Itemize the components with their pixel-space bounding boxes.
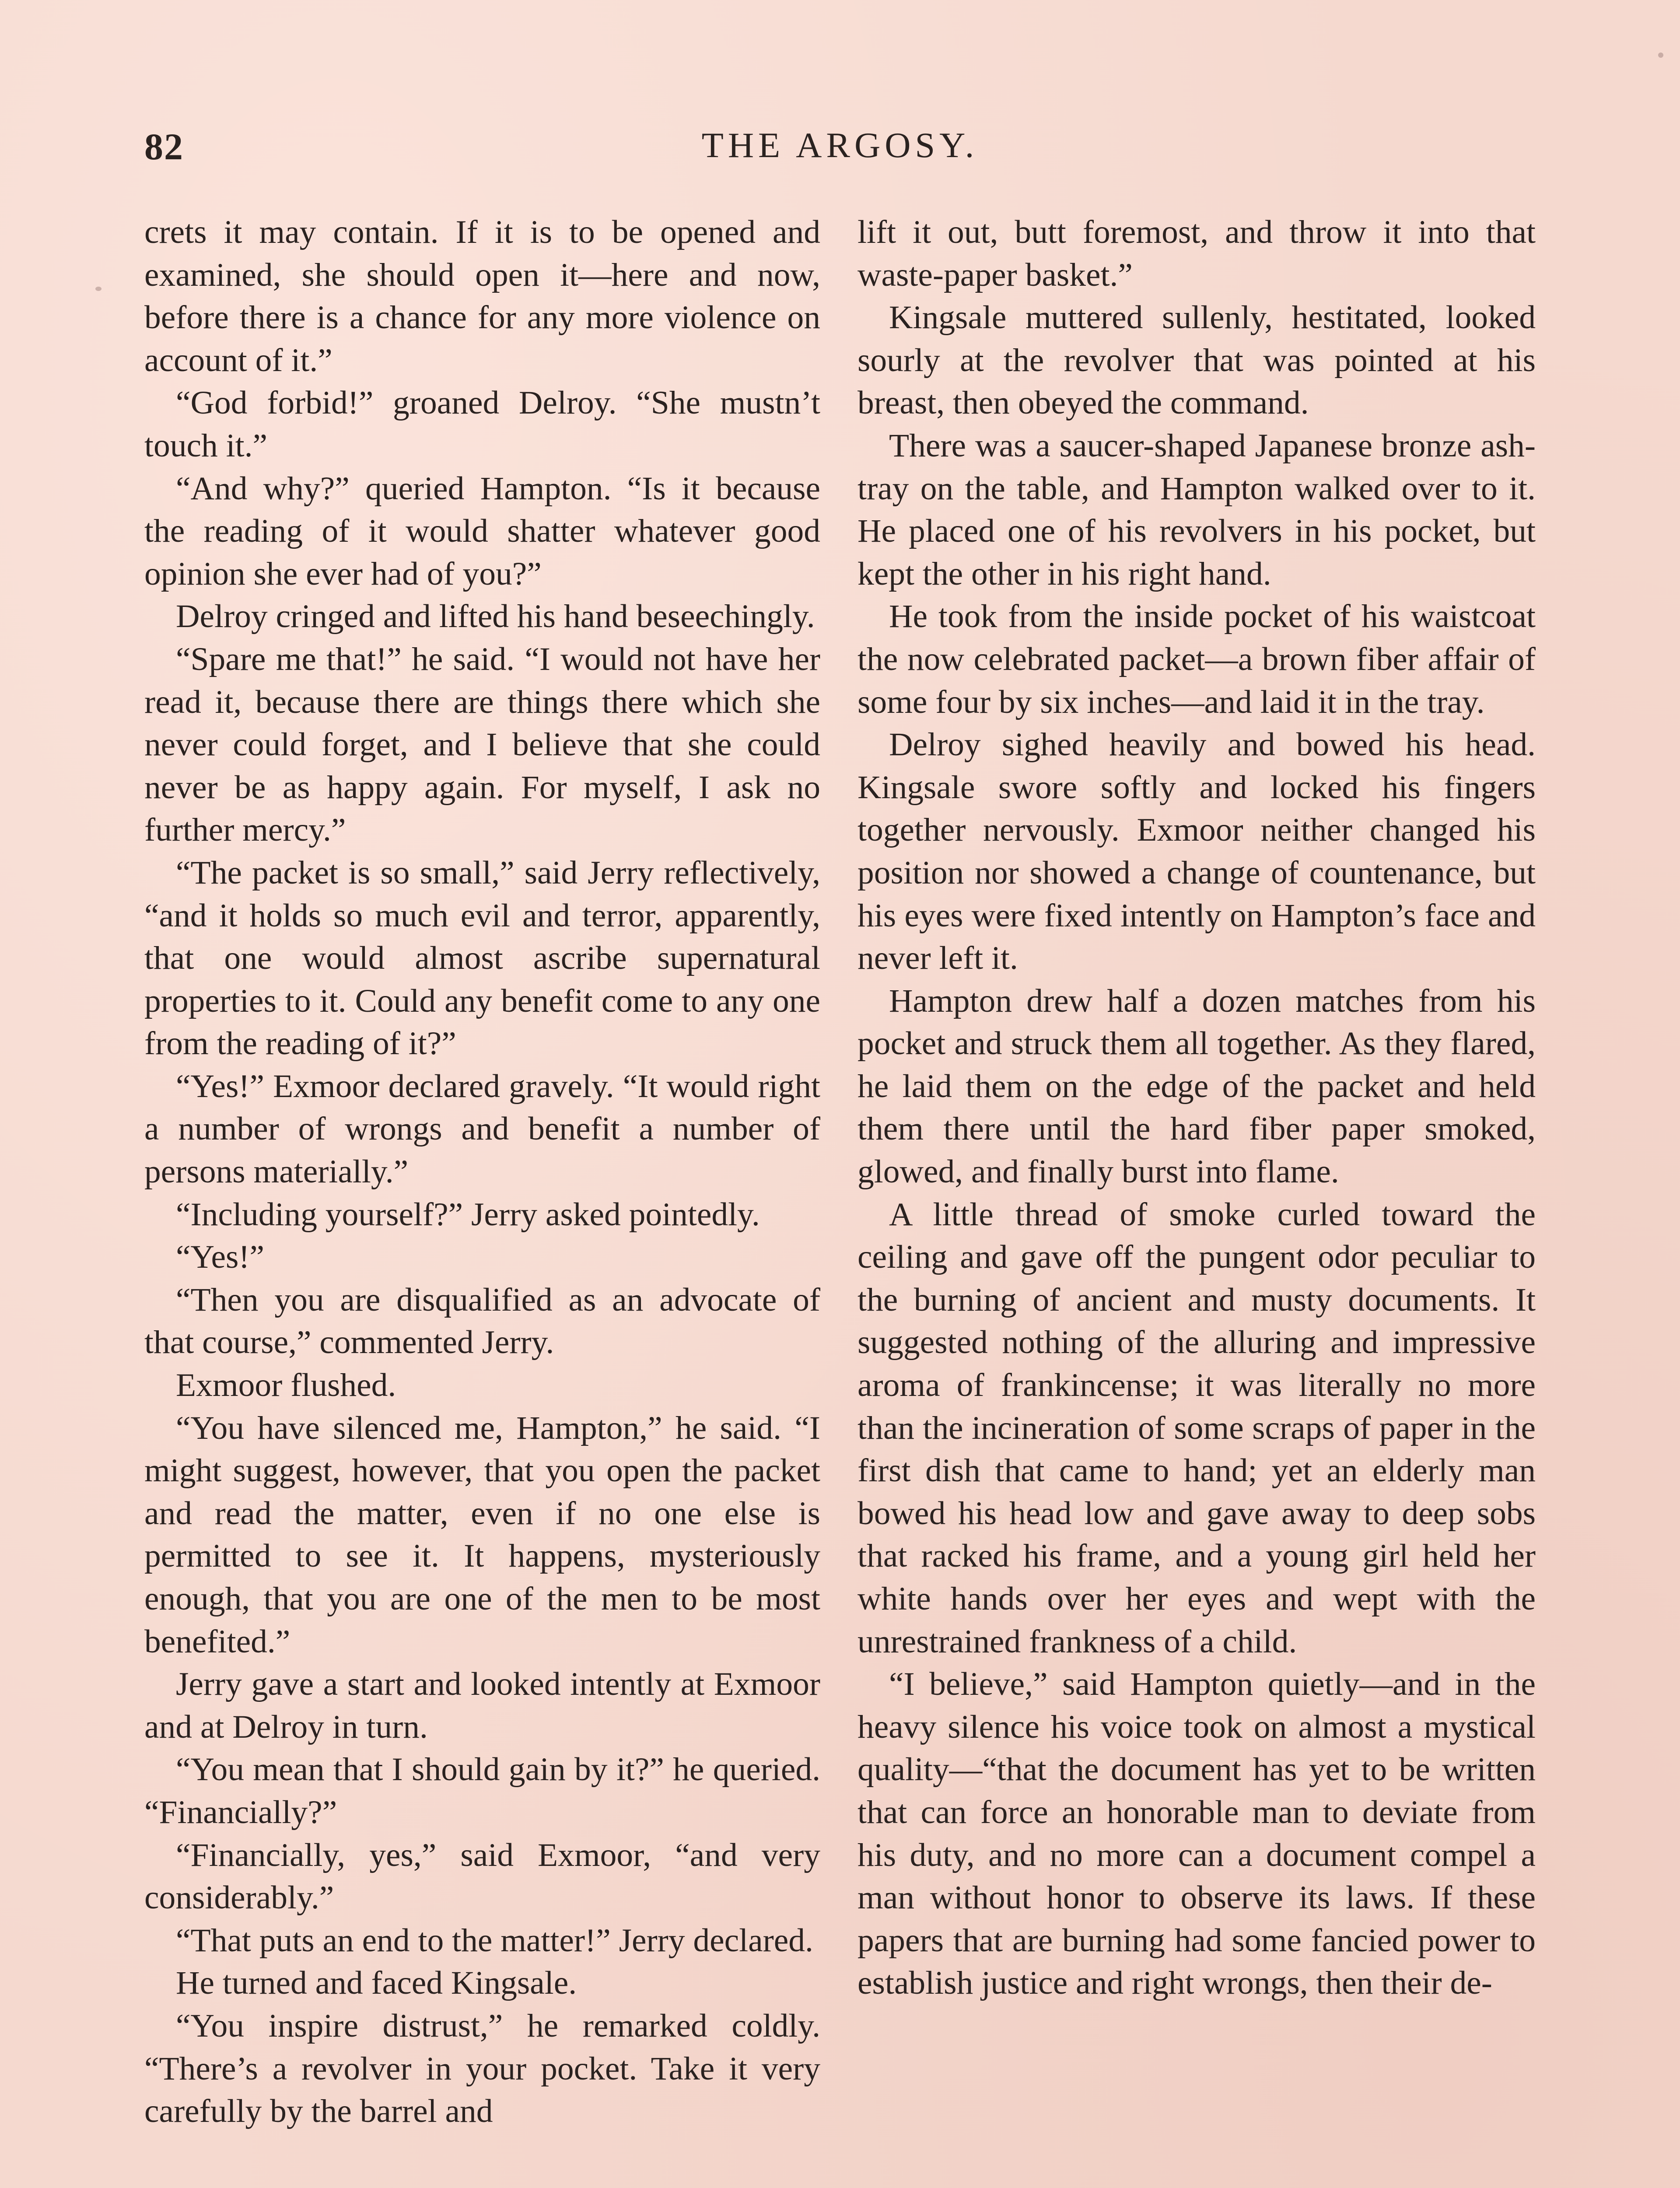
paragraph: “You inspire distrust,” he remarked coldly. “There’s a revolver in your pocket. Take it very carefully by the barrel and	[144, 2007, 820, 2130]
paragraph: “Yes!” Exmoor declared gravely. “It would right a number of wrongs and benefit a number of persons materially.”	[144, 1068, 820, 1190]
paragraph: “God forbid!” groaned Delroy. “She mustn’t touch it.”	[144, 385, 820, 464]
paragraph: He turned and faced Kingsale.	[176, 1965, 577, 2002]
journal-title: THE ARGOSY.	[701, 125, 979, 165]
paragraph: “Spare me that!” he said. “I would not have her read it, because there are things there which she never could forget, and I believe that she could never be as happy again. For myself, I ask no further mercy.”	[144, 641, 820, 849]
paragraph: Hampton drew half a dozen matches from his pocket and struck them all together. As they flared, he laid them on the edge of the packet and held them there until the hard fiber paper smoked, glowed, and finally burst into flame.	[858, 982, 1536, 1190]
paragraph: Exmoor flushed.	[176, 1367, 396, 1404]
paragraph: “Including yourself?” Jerry asked pointedly.	[176, 1196, 760, 1233]
paragraph: “Yes!”	[176, 1239, 265, 1276]
paragraph: “The packet is so small,” said Jerry reflectively, “and it holds so much evil and terror, apparently, that one would almost ascribe supernatural properties to it. Could any benefit come to any one from the reading of it?”	[144, 854, 820, 1062]
paragraph: lift it out, butt foremost, and throw it into that waste-paper basket.”	[858, 214, 1536, 293]
paragraph: “You mean that I should gain by it?” he queried. “Financially?”	[144, 1751, 820, 1830]
paragraph: Jerry gave a start and looked intently at Exmoor and at Delroy in turn.	[144, 1666, 820, 1745]
paragraph: Delroy sighed heavily and bowed his head. Kingsale swore softly and locked his fingers together nervously. Exmoor neither changed his position nor showed a change of countenance, but his eyes were fixed intently on Hampton’s face and never left it.	[858, 726, 1536, 977]
paragraph: “You have silenced me, Hampton,” he said. “I might suggest, however, that you open the packet and read the matter, even if no one else is permitted to see it. It happens, mysteriously enough, that you are one of the men to be most benefited.”	[144, 1410, 820, 1660]
paragraph: Kingsale muttered sullenly, hestitated, looked sourly at the revolver that was pointed at his breast, then obeyed the command.	[858, 299, 1536, 421]
paragraph: A little thread of smoke curled toward the ceiling and gave off the pungent odor peculiar to the burning of ancient and musty documents. It suggested nothing of the alluring and impressive aroma of frankincense; it was literally no more than the incineration of some scraps of paper in the first dish that came to hand; yet an elderly man bowed his head low and gave away to deep sobs that racked his frame, and a young girl held her white hands over her eyes and wept with the unrestrained frankness of a child.	[858, 1196, 1536, 1660]
paragraph: “Financially, yes,” said Exmoor, “and very considerably.”	[144, 1837, 820, 1916]
paragraph: Delroy cringed and lifted his hand beseechingly.	[176, 598, 815, 635]
paragraph: “And why?” queried Hampton. “Is it because the reading of it would shatter whatever good opinion she ever had of you?”	[144, 470, 820, 592]
paragraph: “Then you are disqualified as an advocate of that course,” commented Jerry.	[144, 1281, 820, 1361]
paragraph: “That puts an end to the matter!” Jerry declared.	[176, 1922, 813, 1959]
paragraph: crets it may contain. If it is to be opened and examined, she should open it—here and now, before there is a chance for any more violence on account of it.”	[144, 214, 820, 379]
paragraph: There was a saucer-shaped Japanese bronze ash-tray on the table, and Hampton walked over to it. He placed one of his revolvers in his pocket, but kept the other in his right hand.	[858, 427, 1536, 592]
left-column	[144, 211, 820, 2133]
paragraph: “I believe,” said Hampton quietly—and in the heavy silence his voice took on almost a mystical quality—“that the document has yet to be written that can force an honorable man to deviate from his duty, and no more can a document compel a man without honor to observe its laws. If these papers that are burning had some fancied power to establish justice and right wrongs, then their de-	[858, 1666, 1536, 2002]
paragraph: He took from the inside pocket of his waistcoat the now celebrated packet—a brown fiber affair of some four by six inches—and laid it in the tray.	[858, 598, 1536, 720]
running-head	[144, 125, 1536, 177]
paper-speck	[1658, 53, 1663, 58]
page-number: 82	[144, 126, 184, 168]
right-column	[858, 211, 1536, 2005]
paper-speck	[95, 287, 102, 291]
